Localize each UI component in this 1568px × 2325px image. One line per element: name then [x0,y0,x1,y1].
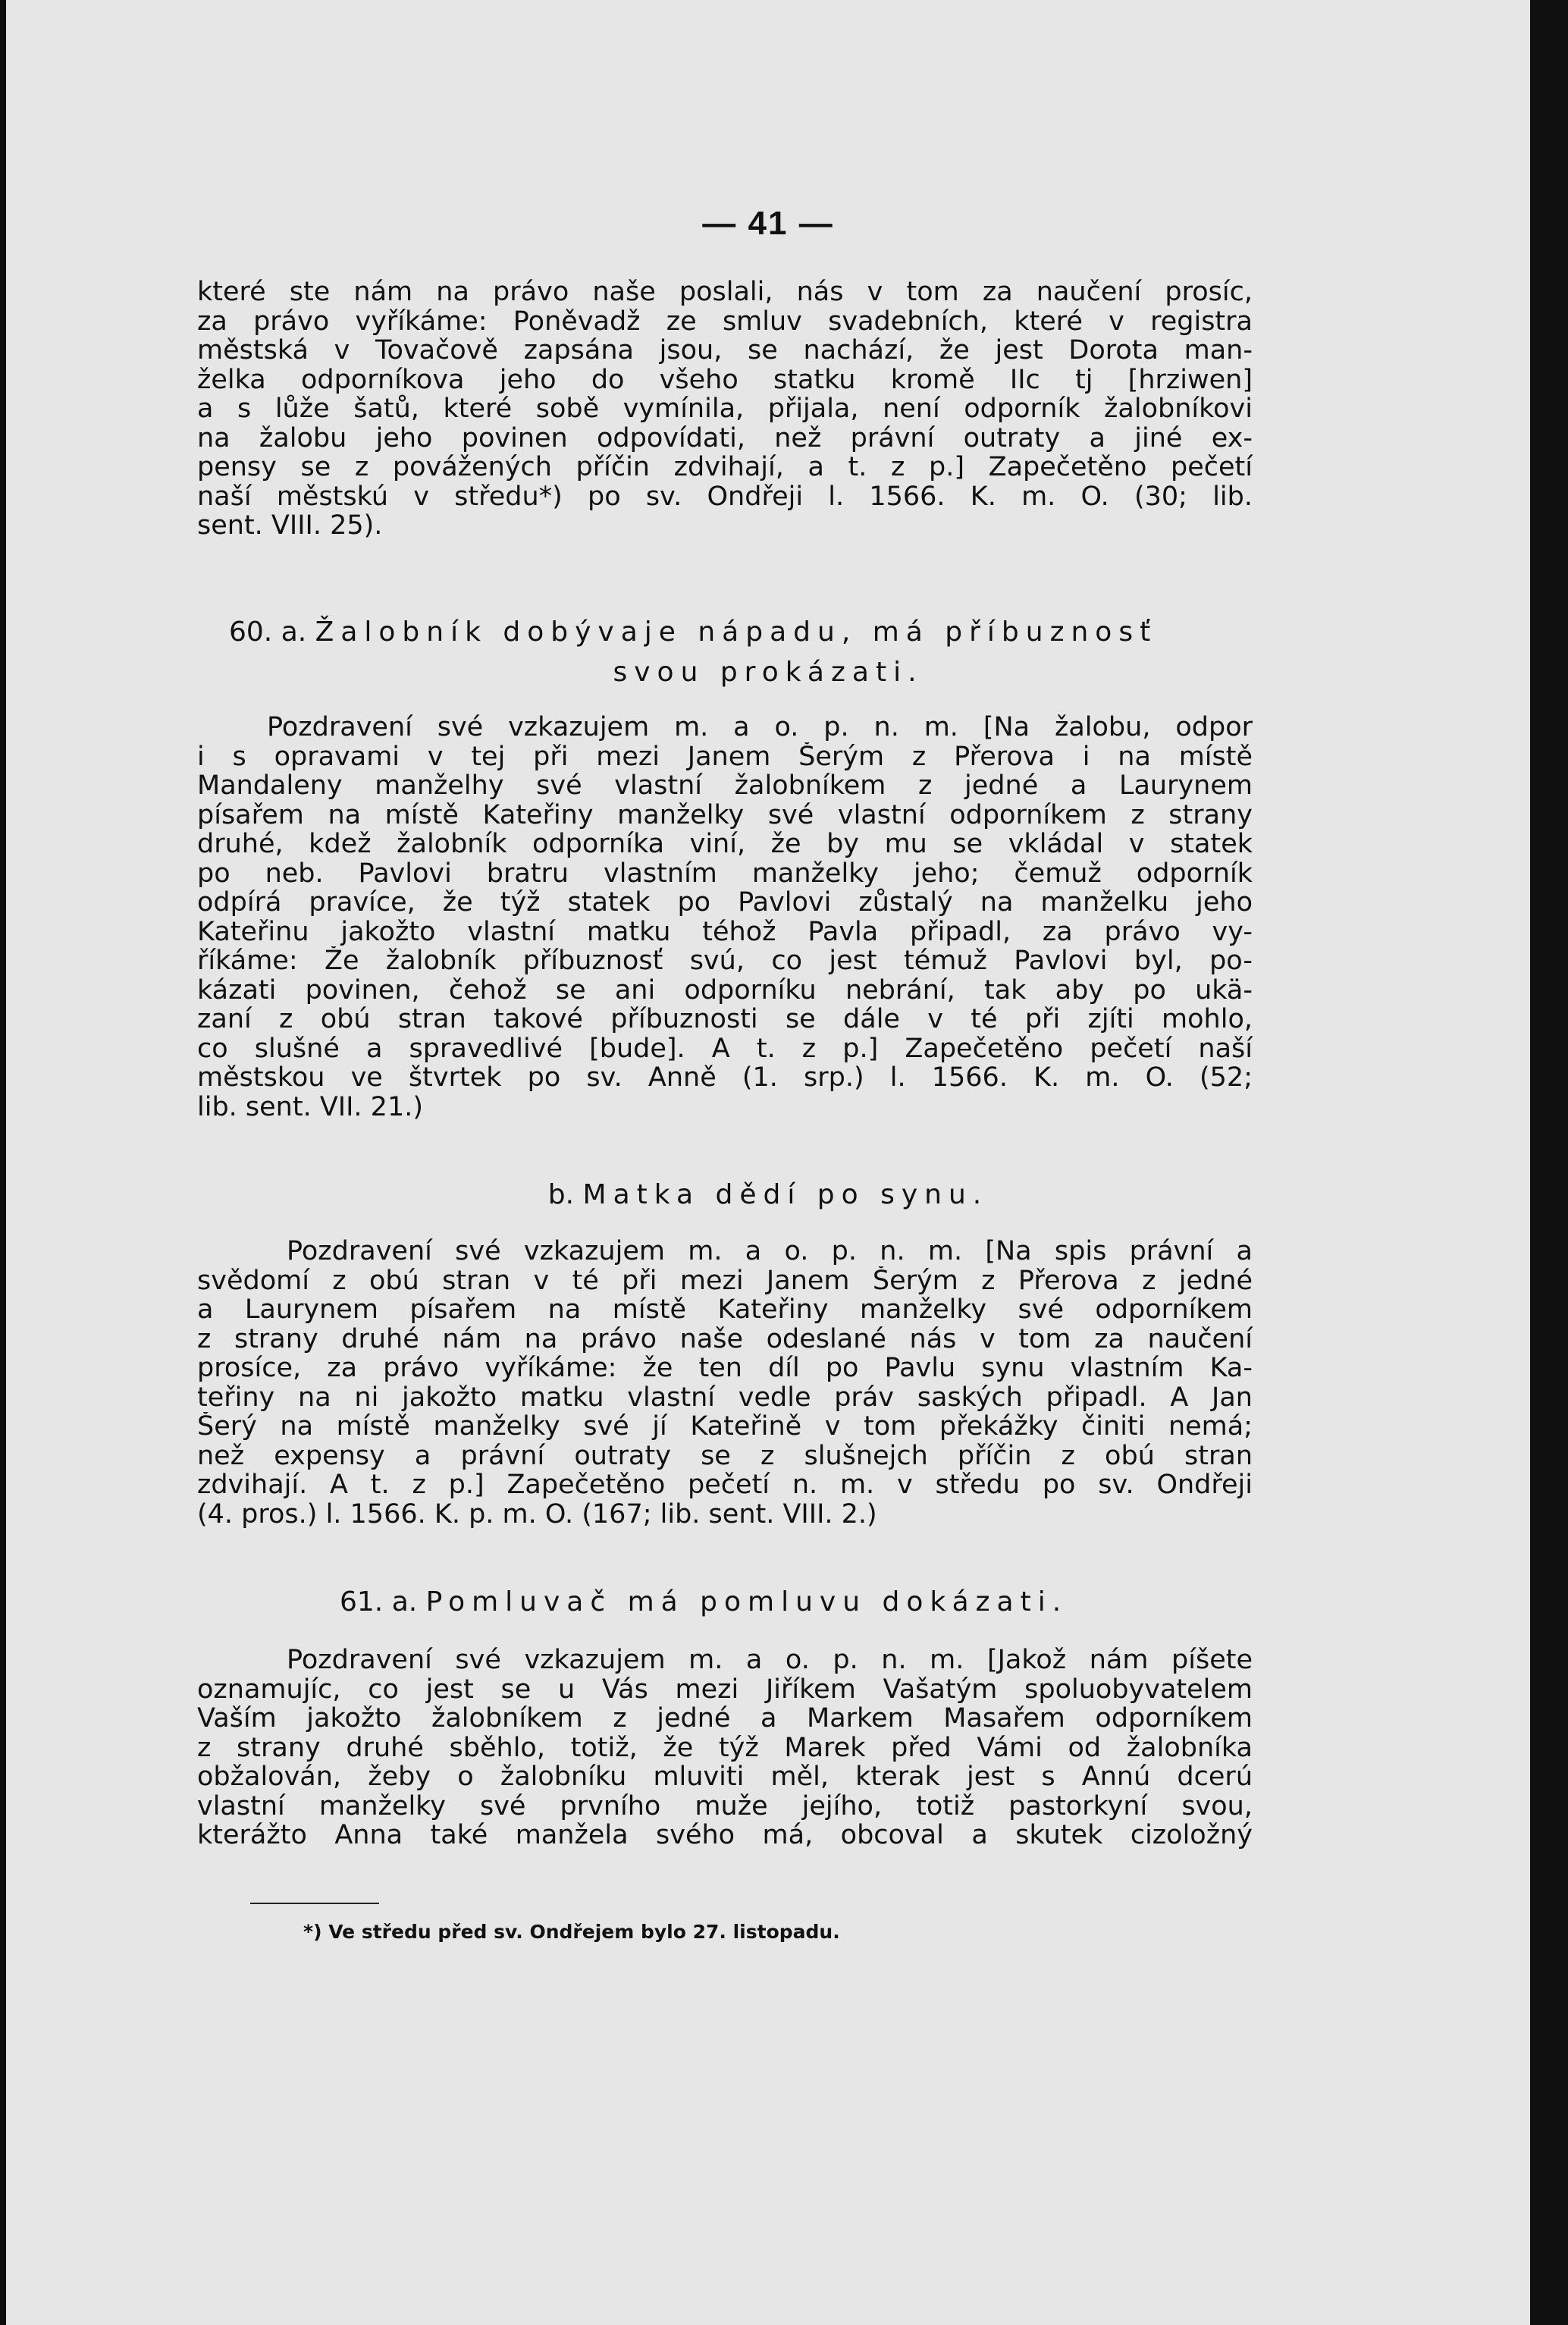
scan-edge-right [1530,0,1568,2325]
text-line: Šerý na místě manželky své jí Kateřině v tom překážky činiti nemá; [197,1412,1253,1442]
text-line: sent. VIII. 25). [197,511,383,541]
text-line: Kateřinu jakožto vlastní matku téhož Pavla připadl, za právo vy- [197,917,1253,946]
text-line: obžalován, žeby o žalobníku mluviti měl, kterak jest s Annú dcerú [197,1762,1253,1792]
section-heading-61a [340,1586,1068,1618]
text-line: na žalobu jeho povinen odpovídati, než právní outraty a jiné ex- [197,423,1253,453]
text-line: říkáme: Že žalobník příbuznosť svú, co jest témuž Pavlovi byl, po- [197,946,1253,976]
text-line: Pozdravení své vzkazujem m. a o. p. n. m. [Na žalobu, odpor [267,713,1253,742]
text-line: městská v Tovačově zapsána jsou, se nachází, že jest Dorota man- [197,336,1253,366]
section-heading-60a [229,617,1157,648]
text-line: naší městskú v středu*) po sv. Ondřeji l. 1566. K. m. O. (30; lib. [197,482,1253,511]
text-line: písařem na místě Kateřiny manželky své vlastní odporníkem z strany [197,800,1253,830]
footnote-divider [250,1903,379,1904]
text-line: zdvihají. A t. z p.] Zapečetěno pečetí n. m. v středu po sv. Ondřeji [197,1470,1253,1500]
text-line: za právo vyříkáme: Poněvadž ze smluv svadebních, které v registra [197,306,1253,336]
text-line: Pozdravení své vzkazujem m. a o. p. n. m. [Jakož nám píšete [287,1646,1253,1675]
text-line: vlastní manželky své prvního muže jejího, totiž pastorkyní svou, [197,1791,1253,1821]
section-title: Matka dědí po synu. [582,1179,989,1210]
paragraph-intro [197,278,1253,541]
text-line: (4. pros.) l. 1566. K. p. m. O. (167; lib. sent. VIII. 2.) [197,1499,877,1529]
section-number: 61. a. [340,1586,418,1617]
paragraph-60a [197,713,1253,1122]
text-line: Mandaleny manželhy své vlastní žalobníkem z jedné a Laurynem [197,771,1253,801]
text-line: a Laurynem písařem na místě Kateřiny manželky své odporníkem [197,1295,1253,1325]
text-line: oznamujíc, co jest se u Vás mezi Jiříkem Vašatým spoluobyvatelem [197,1674,1253,1704]
text-line: kterážto Anna také manžela svého má, obcoval a skutek cizoložný [197,1821,1253,1850]
text-line: Pozdravení své vzkazujem m. a o. p. n. m. [Na spis právní a [287,1237,1253,1266]
text-line: které ste nám na právo naše poslali, nás v tom za naučení prosíc, [197,278,1253,307]
text-line: i s opravami v tej při mezi Janem Šerým z Přerova i na místě [197,742,1253,771]
text-line: pensy se z povážených příčin zdvihají, a t. z p.] Zapečetěno pečetí [197,453,1253,482]
section-number: b. [547,1179,575,1210]
text-line: druhé, kdež žalobník odporníka viní, že by mu se vkládal v statek [197,830,1253,859]
section-heading-60a-line2 [6,657,1530,689]
paragraph-60b [197,1237,1253,1529]
text-line: než expensy a právní outraty se z slušnejch příčin z obú stran [197,1441,1253,1470]
section-number: 60. a. [229,617,307,648]
section-heading-60b [6,1179,1530,1211]
footnote: *) Ve středu před sv. Ondřejem bylo 27. listopadu. [303,1921,840,1943]
section-title-continued: svou prokázati. [613,657,924,688]
text-line: svědomí z obú stran v té při mezi Janem Šerým z Přerova z jedné [197,1266,1253,1295]
text-line: a s lůže šatů, které sobě vymínila, přijala, není odporník žalobníkovi [197,394,1253,424]
text-line: odpírá pravíce, že týž statek po Pavlovi zůstalý na manželku jeho [197,888,1253,918]
text-line: želka odporníkova jeho do všeho statku kromě IIc tj [hrziwen] [197,365,1253,394]
text-line: po neb. Pavlovi bratru vlastním manželky jeho; čemuž odporník [197,858,1253,888]
text-line: lib. sent. VII. 21.) [197,1092,423,1122]
scan-edge-left [0,0,6,2325]
text-line: kázati povinen, čehož se ani odporníku nebrání, tak aby po ukä- [197,975,1253,1005]
text-line: prosíce, za právo vyříkáme: že ten díl po Pavlu synu vlastním Ka- [197,1354,1253,1383]
paragraph-61a [197,1646,1253,1850]
page-number: — 41 — [702,205,834,242]
text-line: z strany druhé nám na právo naše odeslané nás v tom za naučení [197,1324,1253,1354]
text-line: zaní z obú stran takové příbuznosti se dále v té při zjíti mohlo, [197,1005,1253,1034]
text-line: městskou ve štvrtek po sv. Anně (1. srp.) l. 1566. K. m. O. (52; [197,1063,1253,1093]
section-title: Pomluvač má pomluvu dokázati. [425,1586,1068,1617]
book-page [6,0,1530,2325]
text-line: teřiny na ni jakožto matku vlastní vedle práv saských připadl. A Jan [197,1382,1253,1412]
text-line: co slušné a spravedlivé [bude]. A t. z p.] Zapečetěno pečetí naší [197,1034,1253,1063]
text-line: Vaším jakožto žalobníkem z jedné a Markem Masařem odporníkem [197,1704,1253,1734]
text-line: z strany druhé sběhlo, totiž, že týž Marek před Vámi od žalobníka [197,1733,1253,1762]
section-title: Žalobník dobývaje nápadu, má příbuznosť [315,617,1158,648]
